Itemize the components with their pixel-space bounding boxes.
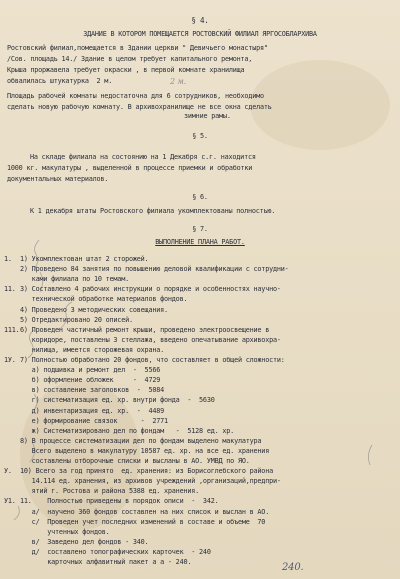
section-5-line: документальных материалов.	[7, 175, 109, 183]
list-item-text: 3) Составлено 4 рабочих инструкции о порядке и особенностях научно-	[20, 285, 281, 294]
list-item-text: 10) Всего за год принято ед. хранения: из Борисоглебского района	[20, 467, 273, 476]
list-item-text: ятий г. Ростова и района 5388 ед. хранения.	[20, 487, 200, 496]
list-item-text: учтенных фондов.	[20, 527, 110, 536]
section-7-number: § 7.	[192, 225, 208, 233]
list-item-text: е) формирование связок - 2771	[20, 416, 168, 425]
list-item-text: с/ Проведен учет последних изменений в составе и объеме 70	[20, 517, 266, 526]
list-item-text: 14.114 ед. хранения, из архивов учреждений ,организаций,предпри-	[20, 477, 281, 486]
list-item-text: в) составление заголовков - 5084	[20, 386, 165, 395]
section-6-number: § 6.	[192, 193, 208, 201]
section-4-line: обвалилась штукатурка 2 м.	[7, 77, 113, 85]
section-4-line: Площадь рабочей комнаты недостаточна для 6 сотрудников, необходимо	[7, 92, 264, 100]
list-item-number: У1.	[4, 497, 16, 506]
list-item-number: 111.	[4, 325, 20, 334]
section-4-line: Крыша проржавела требует окраски , в первой комнате хранилища	[7, 66, 245, 74]
section-4-heading: ЗДАНИЕ В КОТОРОМ ПОМЕЩАЕТСЯ РОСТОВСКИЙ ФИЛИАЛ ЯРГОСОБЛАРХИВА	[83, 30, 317, 38]
list-item-text: в/ Заведено дел фондов - 340.	[20, 537, 149, 546]
list-item-text: коридоре, поставлены 3 стеллажа, введено опечатывание архивохра-	[20, 335, 281, 344]
list-item-text: 11. Полностью приведены в порядок описи - 342.	[20, 497, 219, 506]
list-item-text: технической обработке материалов фондов.	[20, 295, 188, 304]
list-item-text: Всего выделено в макулатуру 10587 ед. хр. на все ед. хранения	[20, 446, 270, 455]
section-5-line: 1000 кг. макулатуры , выделенной в процессе приемки и обработки	[7, 164, 253, 172]
list-item-text: а/ научено 360 фондов составлен на них список и выслан в АО.	[20, 507, 270, 516]
list-item-text: а) подшивка и ремонт дел - 5566	[20, 366, 161, 375]
list-item-text: ками филиала по 10 темам.	[20, 275, 129, 284]
list-item-text: нилища, имеется сторожевая охрана.	[20, 345, 165, 354]
section-5-number: § 5.	[192, 132, 208, 140]
list-item-number: У.	[4, 467, 12, 476]
section-4-line: зимние рамы.	[184, 112, 231, 120]
section-6-line: К 1 декабря штаты Ростовского филиала укомплектованы полностью.	[30, 207, 276, 215]
list-item-text: карточных алфавитный пакет а а - 240.	[20, 558, 192, 566]
list-item-text: г) систематизация ед. хр. внутри фонда - 5630	[20, 396, 215, 405]
section-5-line: На складе филиала на состоянию на 1 Декабря с.г. находится	[30, 153, 256, 161]
list-item-text: 5) Отредактировано 20 описей.	[20, 315, 133, 324]
list-item-number: 11.	[4, 285, 16, 294]
list-item-text: 7) Полностью обработано 20 фондов, что составляет в общей сложности:	[20, 356, 285, 364]
list-item-number: 1У.	[4, 356, 16, 364]
list-item-text: 6) Проведен частичный ремонт крыши, проведено электроосвещение в	[20, 325, 270, 334]
list-item-text: составлены отборочные списки и высланы в АО. УМВД по ЯО.	[20, 457, 250, 465]
section-7-heading: ВЫПОЛНЕНИЕ ПЛАНА РАБОТ.	[155, 238, 245, 246]
section-4-line: сделать новую рабочую комнату. В архивохранилище не все окна сделать	[7, 103, 272, 111]
list-item-text: 4) Проведено 3 методических совещания.	[20, 305, 168, 314]
pencil-note: 2 м.	[170, 77, 187, 86]
section-4-line: /Сов. площадь 14./ Здание в целом требует капитального ремонта,	[7, 55, 253, 63]
list-item-text: 1) Укомплектован штат 2 сторожей.	[20, 255, 149, 263]
section-4-line: Ростовский филиал,помещается в Здании церкви " Девичьего монастыря"	[7, 44, 268, 52]
list-item-text: д/ составлено топографических карточек - 240	[20, 547, 211, 556]
list-item-number: 1.	[4, 255, 12, 263]
list-item-text: 2) Проведено 84 занятия по повышению деловой квалификации с сотрудни-	[20, 265, 289, 274]
pencil-note: 240.	[282, 562, 304, 573]
list-item-text: 8) В процессе систематизации дел по фондам выделено макулатура	[20, 436, 262, 445]
section-4-number: § 4.	[191, 16, 209, 25]
list-item-text: д) инвентаризация ед. хр. - 4489	[20, 406, 165, 415]
list-item-text: б) оформление обложек - 4729	[20, 376, 161, 385]
list-item-text: ж) Систематизировано дел по фондам - 5128 ед. хр.	[20, 426, 235, 435]
